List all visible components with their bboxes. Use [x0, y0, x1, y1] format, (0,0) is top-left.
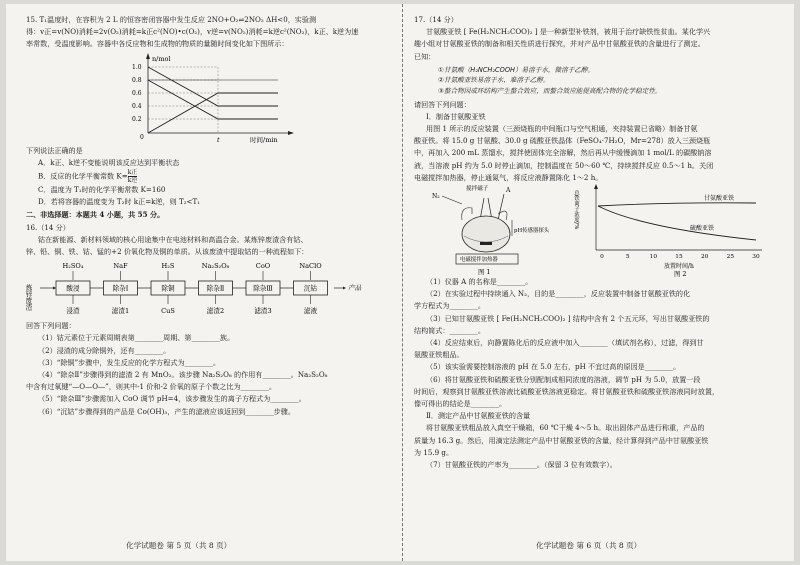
exam-sheet — [6, 4, 794, 561]
ytick: 0.2 — [132, 115, 142, 123]
fig2-xlabel: 放置时间/h — [664, 263, 694, 271]
q16-sub-4a: （4）“除杂Ⅱ”步骤得到的滤渣 2 有 MnO₂。该步骤 Na₂S₂O₈ 的作用有________。Na₂S₂O₈ — [38, 370, 328, 380]
q17-sub-7: （7）甘氨酸亚铁的产率为________。（保留 3 位有效数字）。 — [426, 460, 617, 470]
flow-residue: 浸渣 — [66, 307, 80, 316]
fig2-xtick: 0 — [600, 254, 604, 261]
q15-option-a: A．k正、k逆不变能说明该反应达到平衡状态 — [38, 157, 180, 167]
q16-sub-6: （6）“沉钴”步骤得到的产品是 Co(OH)₃，产生的滤液应该返回到________步骤。 — [38, 406, 295, 416]
q17-sub-3b: 结构简式：________。 — [414, 325, 485, 335]
page-5 — [26, 14, 394, 418]
fig2-xtick: 10 — [649, 254, 658, 261]
q15-graph-xlabel: 时间/min — [250, 135, 278, 144]
page-6-footer: 化学试题卷 第 6 页（共 8 页） — [536, 541, 642, 550]
q17-sub-4b: 氨酸亚铁粗品。 — [414, 350, 464, 360]
q17-figure-2 — [572, 184, 772, 279]
q15-line-2: 得：v正=v(NO)消耗=2v(O₂)消耗=k正c²(NO)•c(O₂)，v逆=v(NO₂)消耗=k逆c²(NO₂)，k正、k逆为速 — [26, 27, 359, 37]
q17-q1: 将甘氨酸亚铁粗品放入真空干燥箱，60 ℃干燥 4～5 h。取出固体产品进行称重，产品的 — [426, 423, 705, 433]
q16-sub-1: （1）钴元素位于元素周期表第________周期、第________族。 — [38, 333, 235, 343]
flow-start: 炼锌废渣 — [24, 284, 32, 311]
fig2-series-sulfate — [598, 206, 756, 240]
q17-intro-3: 已知： — [414, 51, 436, 61]
q17-sub-2a: （2）在实验过程中持续通入 N₂，目的是________，反应装置中制备甘氨酸亚铁的化 — [426, 289, 691, 299]
q17-intro-2: 趣小组对甘氨酸亚铁的制备和相关性质进行探究，并对产品中甘氨酸亚铁的含量进行了测定。 — [414, 39, 705, 49]
fig2-xtick: 30 — [752, 254, 760, 261]
q17-intro-1: 甘氨酸亚铁 [ Fe(H₂NCH₂COO)₂ ] 是一种新型补铁剂，被用于治疗缺铁性贫血。某化学兴 — [426, 27, 711, 37]
q16-answer-prompt: 回答下列问题： — [26, 321, 76, 331]
q17-part-1: Ⅰ．制备甘氨酸亚铁 — [426, 111, 486, 121]
q17-sub-6b: 时间后，观察到甘氨酸亚铁溶液比硫酸亚铁溶液更稳定。将甘氨酸亚铁和硫酸亚铁溶液同时放置， — [414, 386, 720, 396]
ytick: 0.6 — [132, 89, 142, 97]
q17-part-2: Ⅱ．测定产品中甘氨酸亚铁的含量 — [426, 411, 531, 421]
ytick: 0 — [140, 133, 144, 141]
flow-residue: 滤液 — [303, 307, 318, 316]
ytick: 0.8 — [132, 76, 142, 84]
q17-figures — [414, 184, 782, 279]
section-2-heading: 二、非选择题：本题共 4 小题，共 55 分。 — [26, 210, 165, 220]
flow-product: 产品 — [348, 284, 362, 293]
q17-sub-2b: 学方程式为________。 — [414, 301, 485, 311]
q17-note-2: ②甘氨酸亚铁易溶于水，难溶于乙醇。 — [438, 76, 550, 85]
q17-note-3: ③螯合物因成环结构产生螯合效应，而螯合效应能提高配合物的化学稳定性。 — [438, 87, 662, 95]
flow-step-label: 酸浸 — [66, 284, 80, 293]
flow-reagent: Na₂S₂O₈ — [201, 262, 230, 271]
q17-sub-6c: 像可得出的结论是________。 — [414, 399, 507, 409]
flow-residue: 滤渣1 — [111, 307, 130, 316]
flow-step-label: 沉钴 — [303, 284, 318, 293]
q17-answer-prompt: 请回答下列问题： — [414, 99, 471, 109]
q16-heading: 16.（14 分） — [26, 222, 70, 232]
q15-graph-ylabel: n/mol — [152, 54, 171, 63]
fig2-xtick: 20 — [700, 254, 709, 261]
fig2-series-label-1: 甘氨酸亚铁 — [704, 195, 735, 203]
flow-residue: CuS — [161, 307, 175, 316]
q17-p4: 液，当溶液 pH 约为 5.0 时停止滴加，控制温度在 50～60 ℃，持续搅拌反应 0.5～1 h。关闭 — [414, 160, 714, 170]
q15-option-b-text: B．反应的化学平衡常数 K= — [38, 171, 128, 181]
q17-p3: 中，再加入 200 mL 蒸馏水，搅拌使固体完全溶解，然后再从中缓慢滴加 1 mol/L 的碳酸钠溶 — [414, 148, 712, 158]
q16-sub-5: （5）“除杂Ⅲ”步骤需加入 CoO 调节 pH=4，该步骤发生的离子方程式为________。 — [38, 394, 306, 404]
flow-step-label: 除杂Ⅲ — [253, 284, 273, 293]
q15-line-3: 率常数，受温度影响。容器中各反应物和生成物的物质的量随时间变化如下图所示： — [26, 39, 289, 49]
q17-q3: 为 15.9 g。 — [414, 447, 454, 457]
q15-option-b-num: k正 — [127, 169, 138, 177]
q17-note-1: ①甘氨酸（H₂NCH₂COOH）易溶于水，微溶于乙醇。 — [438, 65, 595, 74]
q15-line-1: 15. T₁温度时，在容积为 2 L 的恒容密闭容器中发生反应 2NO+O₂⇌2NO₂ ΔH<0，实验测 — [26, 15, 317, 24]
q15-option-b — [26, 169, 394, 184]
flow-reagent: H₂S — [161, 262, 175, 271]
fig2-xtick: 5 — [625, 254, 630, 261]
q17-p1: 用图 1 所示的反应装置（三颈烧瓶的中间瓶口与空气相通，夹持装置已省略）制备甘氨 — [426, 124, 698, 133]
fig1-label-heater: 电磁搅拌加热器 — [460, 257, 498, 264]
page-5-footer: 化学试题卷 第 5 页（共 8 页） — [126, 541, 232, 550]
flow-step-label: 除杂Ⅱ — [206, 284, 225, 293]
flow-reagent: NaF — [113, 262, 128, 271]
q15-option-d: D．若将容器的温度变为 T₂时 k正=k逆，则 T₂<T₁ — [38, 197, 201, 207]
q15-graph — [118, 53, 298, 145]
fig1-caption: 图 1 — [478, 268, 491, 277]
q15-graph-t: t — [217, 135, 220, 144]
fig2-series-label-2: 硫酸亚铁 — [690, 225, 715, 233]
flow-step-label: 除铜 — [161, 284, 175, 293]
fig1-label-n2: N₂ — [432, 193, 440, 201]
flow-reagent: NaClO — [299, 262, 322, 271]
q17-heading: 17.（14 分） — [414, 15, 458, 24]
q17-p5: 电磁搅拌加热器，停止通氮气，将反应液静置陈化 1～2 h。 — [414, 172, 603, 182]
q17-sub-6a: （6）将甘氨酸亚铁和硫酸亚铁分别配制成相同浓度的溶液，调节 pH 为 5.0，放置一段 — [426, 374, 701, 384]
q16-flowchart — [26, 260, 394, 318]
q16-sub-2: （2）浸渣的成分除铜外，还有________。 — [38, 345, 171, 355]
ytick: 0.4 — [132, 102, 142, 110]
flow-step-label: 除杂Ⅰ — [112, 284, 129, 293]
fig1-label-stir: 搅拌磁子 — [466, 186, 489, 193]
q17-figure-1 — [414, 184, 564, 276]
fig2-xtick: 15 — [675, 254, 683, 261]
page-6 — [414, 14, 782, 471]
q17-sub-1: （1）仪器 A 的名称是________。 — [426, 277, 533, 287]
flow-residue: 滤渣3 — [254, 307, 272, 316]
page-fold-divider — [402, 4, 403, 561]
q15-prompt: 下列说法正确的是 — [26, 145, 83, 155]
q16-intro-1: 钴在新能源、新材料领域的核心用途集中在电池材料和高温合金。某炼锌废渣含有钴、 — [38, 234, 308, 244]
q15-option-c: C．温度为 T₁时的化学平衡常数 K=160 — [38, 185, 166, 195]
ytick: 1.0 — [132, 63, 142, 71]
q16-intro-2: 锌、铅、铜、铁、钴、锰的+2 价氧化物及铜的单质。从该废渣中提取钴的一种流程如下： — [26, 247, 309, 257]
q16-sub-3: （3）“除铜”步骤中，发生反应的化学方程式为________。 — [38, 357, 221, 367]
q17-q2: 质量为 16.3 g。然后，用滴定法测定产品中甘氨酸亚铁的含量，经计算得到产品中甘氨酸亚铁 — [414, 435, 709, 445]
q17-sub-5: （5）该实验需要控制溶液的 pH 在 5.0 左右，pH 不宜过高的原因是________。 — [426, 362, 681, 372]
fig2-xtick: 25 — [726, 254, 735, 261]
q15-option-b-den: k逆 — [127, 177, 138, 185]
q17-p2: 酸亚铁。将 15.0 g 甘氨酸、30.0 g 硫酸亚铁晶体（FeSO₄·7H₂O，Mr=278）放入三颈烧瓶 — [414, 136, 711, 146]
flow-residue: 滤渣2 — [206, 307, 225, 316]
q17-known-notes — [438, 65, 782, 97]
fig1-label-a: A — [506, 187, 511, 195]
fig1-label-ph: pH传感器探头 — [514, 228, 550, 235]
flow-reagent: H₂SO₄ — [62, 262, 84, 271]
flow-reagent: CoO — [255, 262, 271, 271]
q16-sub-4b: 中含有过氧键“—O—O—”，则其中-1 价和-2 价氧的原子个数之比为________。 — [26, 382, 277, 392]
fig2-series-glycinate — [598, 203, 756, 206]
q17-sub-4a: （4）反应结束后，向静置陈化后的反应液中加入________（填试剂名称），过滤，得到甘 — [426, 338, 704, 348]
fig2-ylabel: 总铁离子浓度/% — [573, 190, 579, 230]
fig2-caption: 图 2 — [674, 270, 687, 279]
q17-sub-3a: （3）已知甘氨酸亚铁 [ Fe(H₂NCH₂COO)₂ ] 结构中含有 2 个五元环，写出甘氨酸亚铁的 — [426, 313, 710, 323]
